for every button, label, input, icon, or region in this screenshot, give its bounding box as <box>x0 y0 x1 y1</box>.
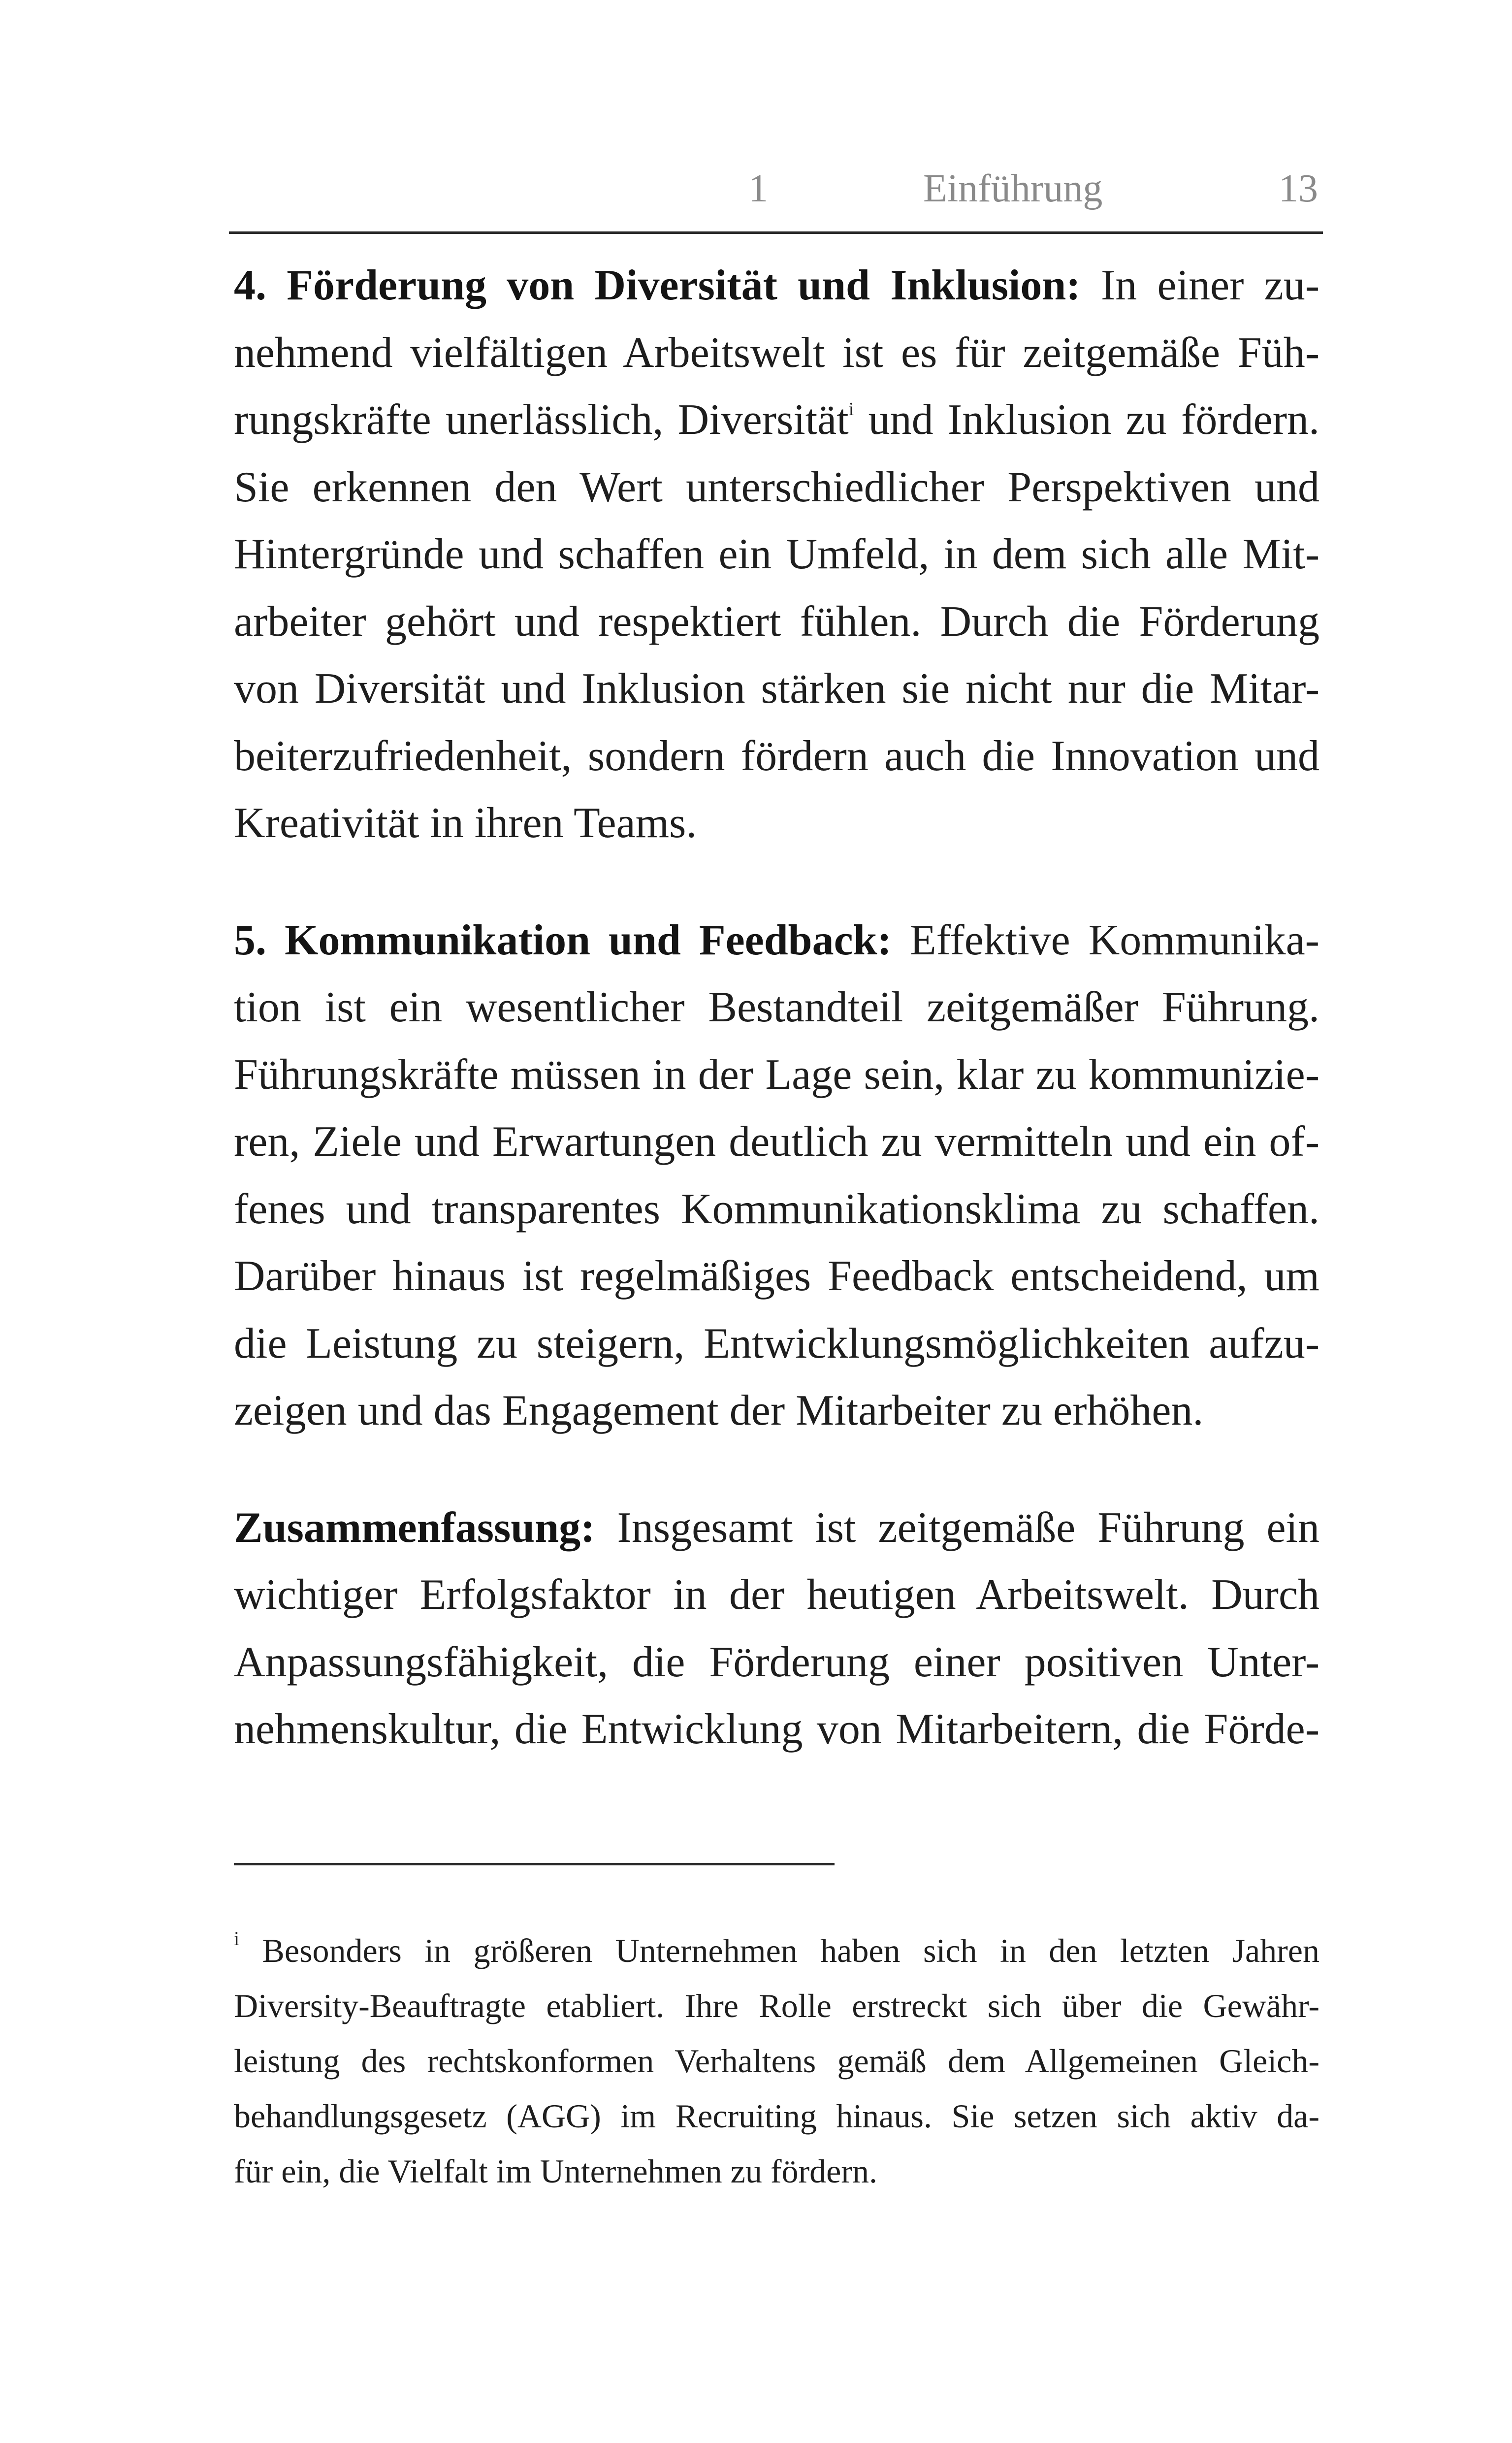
paragraph-summary <box>234 1495 1319 1763</box>
text-line: Kreativität in ihren Teams. <box>234 799 697 847</box>
text-line: wichtiger Erfolgsfaktor in der heutigen Arbeitswelt. Durch <box>234 1571 1319 1619</box>
text-line: Führungskräfte müssen in der Lage sein, klar zu kommunizie- <box>234 1050 1319 1099</box>
body-text <box>234 252 1319 1763</box>
section-heading: Zusammenfassung: <box>234 1503 595 1552</box>
footnote-marker: i <box>234 1927 240 1950</box>
page-number: 13 <box>1279 167 1318 210</box>
text-line: Hintergründe und schaffen ein Umfeld, in dem sich alle Mit- <box>234 530 1319 578</box>
text-line: 4. Förderung von Diversität und Inklusion: In einer zu- <box>234 261 1319 309</box>
footnote-line: behandlungsgesetz (AGG) im Recruiting hinaus. Sie setzen sich aktiv da- <box>234 2097 1319 2135</box>
text-line: tion ist ein wesentlicher Bestandteil zeitgemäßer Führung. <box>234 983 1319 1031</box>
header-rule <box>229 231 1323 234</box>
text-line: 5. Kommunikation und Feedback: Effektive Kommunika- <box>234 916 1319 964</box>
footnote <box>234 1923 1319 2199</box>
text-line: fenes und transparentes Kommunikationsklima zu schaffen. <box>234 1185 1319 1233</box>
text-line: rungskräfte unerlässlich, Diversität$^i$ und Inklusion zu fördern. <box>234 396 1320 444</box>
text-line: ren, Ziele und Erwartungen deutlich zu vermitteln und ein of- <box>234 1118 1319 1166</box>
text-line: beiterzufriedenheit, sondern fördern auch die Innovation und <box>234 732 1319 780</box>
footnote-reference[interactable]: i <box>848 399 854 420</box>
text-line: von Diversität und Inklusion stärken sie nicht nur die Mitar- <box>234 665 1319 713</box>
text-line: zeigen und das Engagement der Mitarbeiter zu erhöhen. <box>234 1387 1204 1434</box>
chapter-number: 1 <box>748 167 768 210</box>
section-heading: 5. Kommunikation und Feedback: <box>234 916 892 964</box>
footnote-rule <box>234 1863 835 1865</box>
running-header <box>229 163 1323 217</box>
chapter-title: Einführung <box>923 167 1103 210</box>
text-line: Darüber hinaus ist regelmäßiges Feedback entscheidend, um <box>234 1252 1319 1300</box>
text-line: die Leistung zu steigern, Entwicklungsmöglichkeiten aufzu- <box>234 1319 1319 1368</box>
text-line: nehmenskultur, die Entwicklung von Mitarbeitern, die Förde- <box>234 1705 1319 1753</box>
text-line: Anpassungsfähigkeit, die Förderung einer positiven Unter- <box>234 1638 1319 1686</box>
footnote-line: $^i$ Besonders in größeren Unternehmen haben sich in den letzten Jahren <box>234 1927 1319 1969</box>
text-line: nehmend vielfältigen Arbeitswelt ist es für zeitgemäße Füh- <box>234 328 1319 377</box>
text-line: Zusammenfassung: Insgesamt ist zeitgemäße Führung ein <box>234 1503 1319 1552</box>
text-line: arbeiter gehört und respektiert fühlen. Durch die Förderung <box>234 597 1319 646</box>
section-heading: 4. Förderung von Diversität und Inklusion: <box>234 261 1081 309</box>
paragraph-communication-feedback <box>234 907 1319 1445</box>
text-line: Sie erkennen den Wert unterschiedlicher Perspektiven und <box>234 463 1319 511</box>
paragraph-diversity-inclusion <box>234 252 1319 857</box>
footnote-line: für ein, die Vielfalt im Unternehmen zu fördern. <box>234 2152 877 2190</box>
footnote-line: Diversity-Beauftragte etabliert. Ihre Rolle erstreckt sich über die Gewähr- <box>234 1987 1319 2024</box>
footnote-line: leistung des rechtskonformen Verhaltens gemäß dem Allgemeinen Gleich- <box>234 2042 1319 2080</box>
